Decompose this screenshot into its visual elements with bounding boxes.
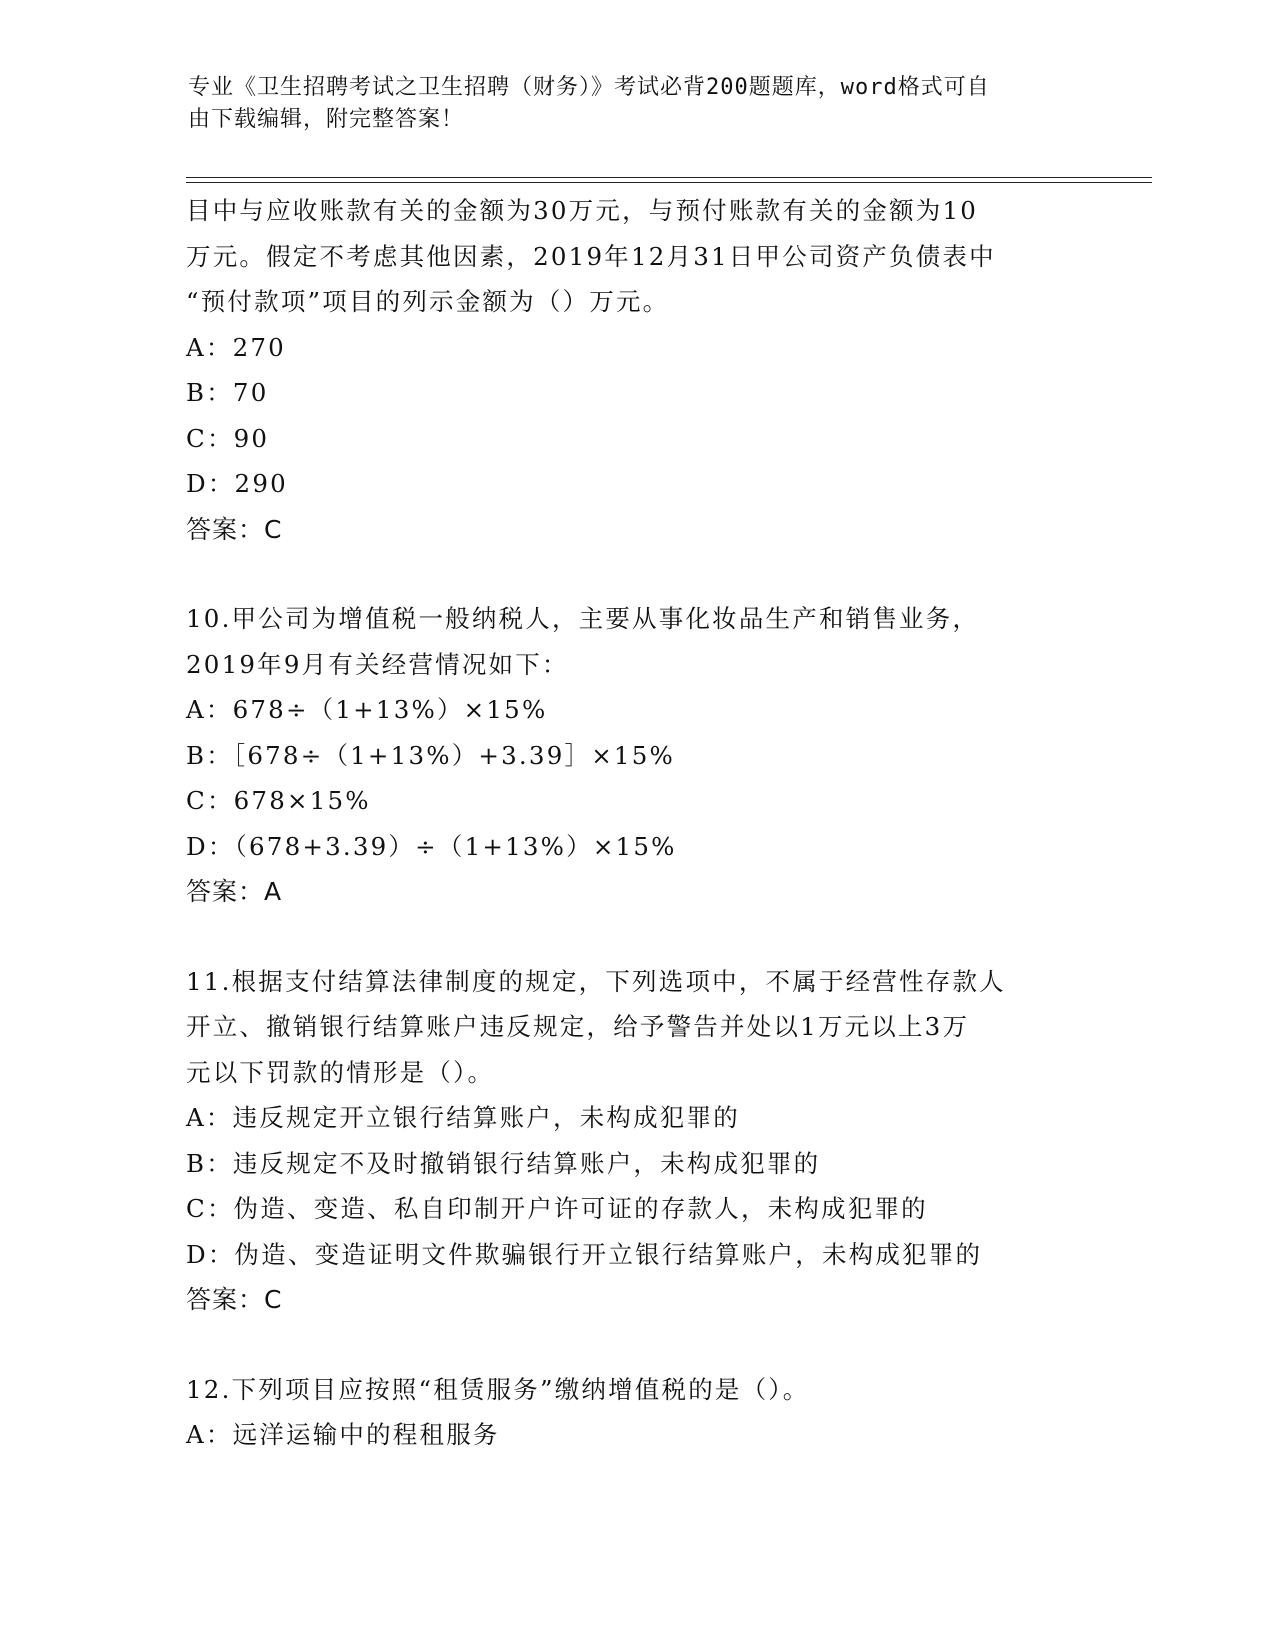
option-b: B：［678÷（1+13%）+3.39］×15% [186,740,675,770]
answer-line: 答案：A [186,877,283,906]
question-stem-line: 元以下罚款的情形是（）。 [186,1057,495,1087]
question-stem-line: 2019年9月有关经营情况如下： [186,649,569,679]
spacer [186,915,1086,959]
question-stem-line: 12.下列项目应按照“租赁服务”缴纳增值税的是（）。 [186,1374,810,1404]
answer-line: 答案：C [186,1285,283,1314]
option-a: A：远洋运输中的程租服务 [186,1420,500,1449]
option-a: A：违反规定开立银行结算账户，未构成犯罪的 [186,1103,740,1132]
option-d: D：290 [186,469,288,498]
option-b: B：70 [186,378,269,407]
spacer [186,552,1086,596]
question-stem-line: 万元。假定不考虑其他因素，2019年12月31日甲公司资产负债表中 [186,241,996,271]
header-title-line-1: 专业《卫生招聘考试之卫生招聘（财务）》考试必背200题题库，word格式可自 [188,75,990,100]
option-a: A：678÷（1+13%）×15% [186,695,548,724]
question-stem-line: 目中与应收账款有关的金额为30万元，与预付账款有关的金额为10 [186,196,979,225]
question-10 [186,596,1086,915]
option-d: D：（678+3.39）÷（1+13%）×15% [186,831,677,861]
option-c: C：伪造、变造、私自印制开户许可证的存款人，未构成犯罪的 [186,1194,928,1223]
question-stem-line: 10.甲公司为增值税一般纳税人，主要从事化妆品生产和销售业务， [186,604,980,633]
option-c: C：90 [186,423,270,453]
header-title-line-2: 由下载编辑，附完整答案！ [188,107,465,132]
option-a: A：270 [186,332,286,362]
document-header [188,72,1068,136]
header-divider-bottom [186,182,1152,183]
spacer [186,1323,1086,1367]
question-11 [186,959,1086,1323]
question-stem-line: 开立、撤销银行结算账户违反规定，给予警告并处以1万元以上3万 [186,1012,970,1041]
option-c: C：678×15% [186,786,371,815]
question-stem-line: “预付款项”项目的列示金额为（）万元。 [186,287,670,316]
option-b: B：违反规定不及时撤销银行结算账户，未构成犯罪的 [186,1148,821,1178]
answer-line: 答案：C [186,514,283,544]
header-divider-top [186,177,1152,178]
option-d: D：伪造、变造证明文件欺骗银行开立银行结算账户，未构成犯罪的 [186,1239,983,1269]
question-list [186,188,1086,1458]
question-stem-line: 11.根据支付结算法律制度的规定，下列选项中，不属于经营性存款人 [186,966,1006,996]
question-12 [186,1367,1086,1458]
question-9 [186,188,1086,552]
